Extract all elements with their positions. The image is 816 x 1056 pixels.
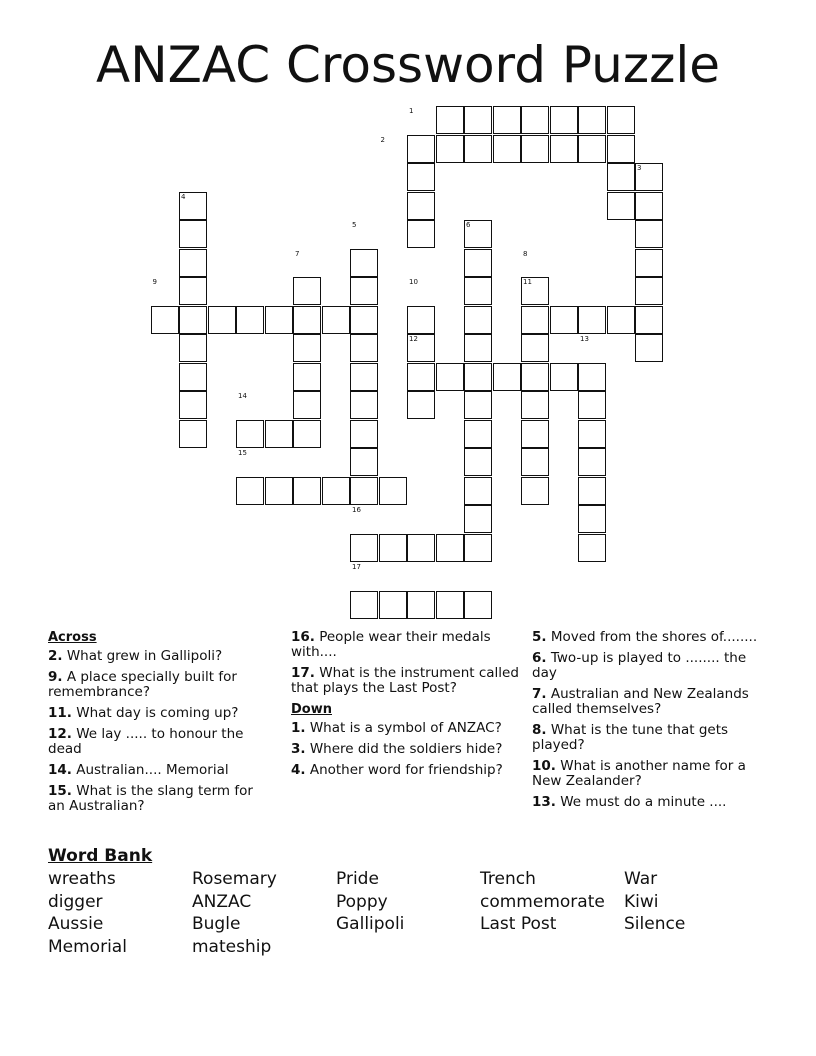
word-bank-item: Pride [336,869,379,889]
word-bank-item: Poppy [336,891,388,912]
clue-number: 5 [352,221,357,229]
grid-cell[interactable] [521,477,549,505]
word-bank-item: Rosemary [192,869,277,889]
word-bank-row [48,891,768,914]
word-bank-item: Kiwi [624,891,659,912]
word-bank-item: War [624,869,658,889]
grid-cell[interactable] [436,106,464,134]
grid-cell[interactable] [464,363,492,391]
grid-cell[interactable] [464,477,492,505]
grid-cell[interactable] [293,477,321,505]
word-bank-item: Gallipoli [336,914,405,934]
grid-cell[interactable] [578,420,606,448]
word-bank-item: commemorate [480,891,605,912]
grid-cell[interactable] [464,334,492,362]
clue-down-4: 4. Another word for friendship? [291,762,503,778]
word-bank-item: Silence [624,914,686,934]
grid-cell[interactable] [550,306,578,334]
grid-cell[interactable] [578,448,606,476]
word-bank-item: Trench [480,869,536,889]
grid-cell[interactable] [179,220,207,248]
clue-number: 16 [352,506,361,514]
clue-across-12: 12. We lay ..... to honour the dead [48,726,244,757]
word-bank-item: mateship [192,936,272,957]
down-clues-column [532,630,768,816]
grid-cell[interactable] [350,420,378,448]
clue-number: 4 [181,192,186,201]
grid-cell[interactable] [179,249,207,277]
grid-cell[interactable] [179,420,207,448]
word-bank-item: ANZAC [192,891,252,912]
grid-cell[interactable] [521,448,549,476]
clue-down-8: 8. What is the tune that gets played? [532,722,729,753]
grid-cell[interactable] [322,306,350,334]
clue-number: 14 [238,392,247,400]
grid-cell[interactable] [635,192,663,220]
grid-cell[interactable] [493,135,521,163]
clue-down-5: 5. Moved from the shores of........ [532,629,758,645]
grid-cell[interactable] [607,306,635,334]
grid-cell[interactable] [265,477,293,505]
clue-down-7: 7. Australian and New Zealands called themselves? [532,686,749,717]
grid-cell[interactable] [179,277,207,305]
grid-cell[interactable] [521,334,549,362]
grid-cell[interactable] [407,220,435,248]
clue-across-15: 15. What is the slang term for an Australian? [48,783,253,814]
clue-across-14: 14. Australian.... Memorial [48,762,229,778]
grid-cell[interactable] [379,534,407,562]
grid-cell[interactable] [436,363,464,391]
grid-cell[interactable] [436,534,464,562]
grid-cell[interactable] [550,106,578,134]
word-bank-item: Aussie [48,914,104,934]
clue-number: 3 [637,164,642,172]
grid-cell[interactable] [350,477,378,505]
grid-cell[interactable] [464,534,492,562]
grid-cell[interactable] [493,106,521,134]
grid-cell[interactable] [521,391,549,419]
grid-cell[interactable] [379,477,407,505]
grid-cell[interactable] [407,391,435,419]
clue-number: 6 [466,221,471,229]
grid-cell[interactable] [464,277,492,305]
grid-cell[interactable] [236,420,264,448]
clue-number: 9 [152,278,157,286]
grid-cell[interactable] [350,306,378,334]
grid-cell[interactable] [464,391,492,419]
grid-cell[interactable] [578,306,606,334]
grid-cell[interactable] [578,363,606,391]
grid-cell[interactable] [436,135,464,163]
clue-across-17: 17. What is the instrument called that plays the Last Post? [291,665,519,696]
grid-cell[interactable] [635,220,663,248]
down-header: Down [291,702,332,717]
word-bank-row [48,913,768,936]
grid-cell[interactable] [578,135,606,163]
grid-cell[interactable] [350,334,378,362]
word-bank-title: Word Bank [48,846,153,866]
clue-number: 13 [580,335,589,343]
puzzle-title: ANZAC Crossword Puzzle [96,36,720,94]
across-clues-column [48,630,270,820]
grid-cell[interactable] [350,391,378,419]
grid-cell[interactable] [151,306,179,334]
grid-cell[interactable] [521,420,549,448]
clue-number: 7 [295,249,300,258]
grid-cell[interactable] [550,363,578,391]
grid-cell[interactable] [407,135,435,163]
grid-cell[interactable] [436,591,464,619]
clue-number: 2 [380,135,385,144]
grid-cell[interactable] [635,334,663,362]
grid-cell[interactable] [293,391,321,419]
grid-cell[interactable] [407,591,435,619]
clue-number: 17 [352,563,361,571]
grid-cell[interactable] [464,106,492,134]
clue-number: 8 [523,249,528,258]
grid-cell[interactable] [379,591,407,619]
grid-cell[interactable] [607,163,635,191]
grid-cell[interactable] [607,135,635,163]
grid-cell[interactable] [464,591,492,619]
grid-cell[interactable] [350,277,378,305]
grid-cell[interactable] [521,106,549,134]
grid-cell[interactable] [236,306,264,334]
grid-cell[interactable] [607,106,635,134]
grid-cell[interactable] [493,363,521,391]
grid-cell[interactable] [464,505,492,533]
word-bank-item: digger [48,891,103,912]
grid-cell[interactable] [407,363,435,391]
grid-cell[interactable] [464,420,492,448]
grid-cell[interactable] [293,306,321,334]
grid-cell[interactable] [179,334,207,362]
word-bank [48,868,768,958]
clue-down-10: 10. What is another name for a New Zealander? [532,758,746,789]
clue-across-2: 2. What grew in Gallipoli? [48,648,223,664]
grid-cell[interactable] [578,391,606,419]
grid-cell[interactable] [407,163,435,191]
grid-cell[interactable] [464,306,492,334]
grid-cell[interactable] [578,505,606,533]
word-bank-row [48,868,768,891]
grid-cell[interactable] [635,249,663,277]
clue-number: 1 [409,107,414,115]
grid-cell[interactable] [179,391,207,419]
grid-cell[interactable] [293,277,321,305]
grid-cell[interactable] [464,135,492,163]
word-bank-item: Memorial [48,936,127,957]
grid-cell[interactable] [350,363,378,391]
grid-cell[interactable] [293,363,321,391]
grid-cell[interactable] [635,277,663,305]
word-bank-item: Last Post [480,914,557,934]
grid-cell[interactable] [521,363,549,391]
grid-cell[interactable] [578,106,606,134]
grid-cell[interactable] [350,249,378,277]
grid-cell[interactable] [550,135,578,163]
clue-across-16: 16. People wear their medals with.... [291,629,491,660]
grid-cell[interactable] [350,591,378,619]
word-bank-item: Bugle [192,914,241,934]
clue-down-3: 3. Where did the soldiers hide? [291,741,503,757]
across-header: Across [48,630,97,645]
grid-cell[interactable] [265,420,293,448]
grid-cell[interactable] [607,192,635,220]
clue-down-13: 13. We must do a minute .... [532,794,727,810]
grid-cell[interactable] [179,363,207,391]
word-bank-item: wreaths [48,869,116,889]
grid-cell[interactable] [236,477,264,505]
mixed-clues-column [291,630,526,784]
clue-down-6: 6. Two-up is played to ........ the day [532,650,747,681]
clue-across-9: 9. A place specially built for remembrance? [48,669,237,700]
grid-cell[interactable] [464,249,492,277]
grid-cell[interactable] [464,448,492,476]
clue-number: 10 [409,278,418,286]
clue-across-11: 11. What day is coming up? [48,705,239,721]
grid-cell[interactable] [407,534,435,562]
grid-cell[interactable] [322,477,350,505]
grid-cell[interactable] [578,534,606,562]
grid-cell[interactable] [407,192,435,220]
grid-cell[interactable] [521,135,549,163]
clue-number: 11 [523,278,532,286]
grid-cell[interactable] [208,306,236,334]
grid-cell[interactable] [265,306,293,334]
grid-cell[interactable] [350,448,378,476]
clue-number: 15 [238,449,247,457]
grid-cell[interactable] [179,306,207,334]
grid-cell[interactable] [350,534,378,562]
grid-cell[interactable] [578,477,606,505]
grid-cell[interactable] [407,306,435,334]
grid-cell[interactable] [293,334,321,362]
clue-down-1: 1. What is a symbol of ANZAC? [291,720,502,736]
grid-cell[interactable] [521,306,549,334]
grid-cell[interactable] [635,306,663,334]
grid-cell[interactable] [293,420,321,448]
clue-number: 12 [409,335,418,343]
word-bank-row [48,936,768,959]
